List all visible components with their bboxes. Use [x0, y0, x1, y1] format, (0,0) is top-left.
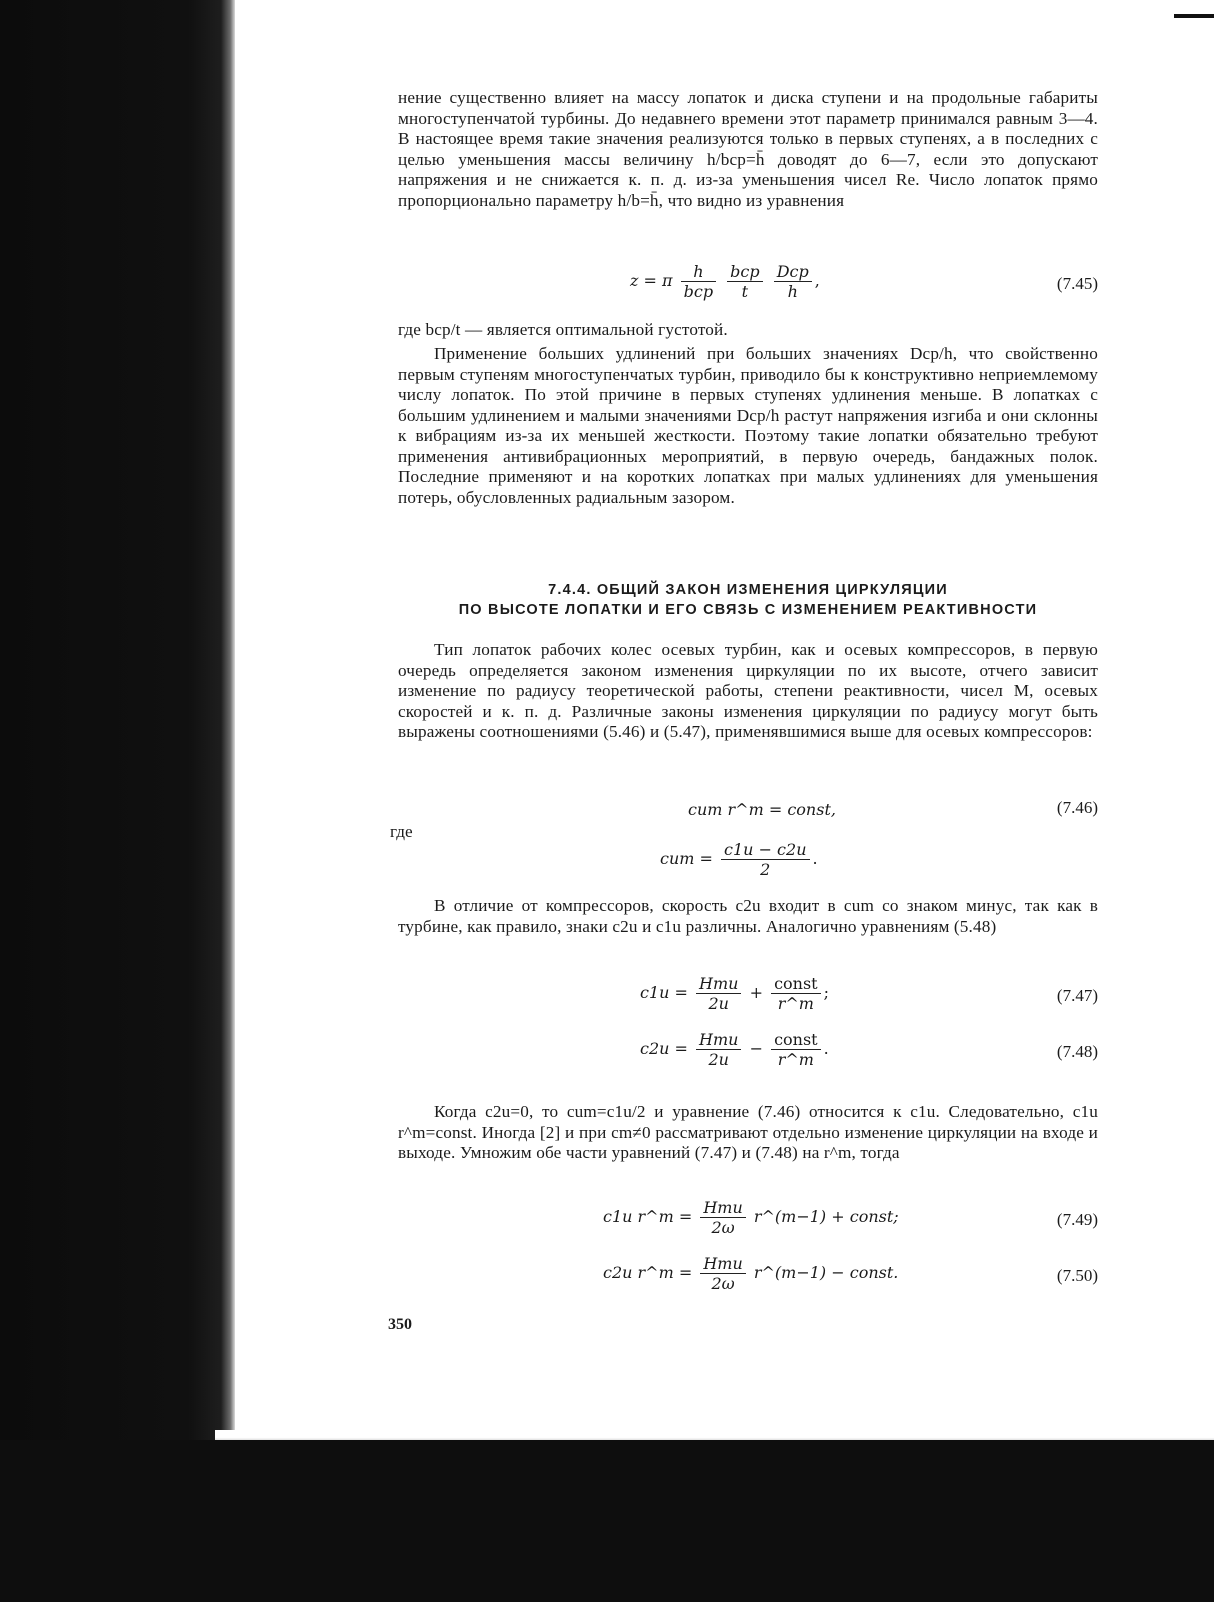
eq750-num: Hтu [700, 1254, 745, 1274]
equation-number-7-48: (7.48) [1056, 1042, 1098, 1061]
eq749-num: Hтu [700, 1198, 745, 1218]
scanner-shadow-bottom [0, 1440, 1214, 1602]
paragraph-5: В отличие от компрессоров, скорость c2u входит в cum со знаком минус, так как в турбине, как правило, знаки c2u и c1u различны. Аналогично уравнениям (5.48) [398, 896, 1098, 936]
corner-mark [1174, 14, 1214, 18]
equation-7-46-formula: cum r^m = const, [688, 800, 836, 819]
eq748-frac-1 [696, 1030, 741, 1069]
equation-cum [398, 840, 1098, 886]
eq745-f2-den: t [741, 282, 749, 301]
eq747-tail: ; [823, 983, 829, 1002]
scanner-shadow-left [0, 0, 235, 1602]
eq745-tail: , [814, 271, 820, 290]
paragraph-3: Применение больших удлинений при больших значениях Dср/h, что свойственно первым ступеням многоступенчатых турбин, приводило бы к конструктивно неприемлемому числу лопаток. По этой причине в первых ступенях удлинения меньше. В лопатках с большим удлинением и малыми значениями Dср/h растут напряжения изгиба и они склонны к вибрациям из-за их меньшей жесткости. Поэтому такие лопатки обязательно требуют применения антивибрационных мероприятий, в первую очередь, бандажных полок. Последние применяют и на коротких лопатках при малых удлинениях для уменьшения потерь, обусловленных радиальным зазором. [398, 344, 1098, 507]
equation-7-46 [398, 796, 1098, 826]
equation-number-7-47: (7.47) [1056, 986, 1098, 1005]
eq745-f3-den: h [787, 282, 798, 301]
equation-7-45 [398, 258, 1098, 314]
eq-cum-den: 2 [760, 860, 771, 879]
eq-cum-lhs: cum = [660, 849, 713, 868]
eq748-tail: . [823, 1039, 829, 1058]
eq747-lhs: c1u = [640, 983, 688, 1002]
equation-7-50 [398, 1254, 1098, 1304]
paragraph-4: Тип лопаток рабочих колес осевых турбин, как и осевых компрессоров, в первую очередь определяется законом изменения циркуляции по их высоте, отчего зависит изменение по радиусу теоретической работы, степени реактивности, чисел М, осевых скоростей и к. п. д. Различные законы изменения циркуляции по радиусу могут быть выражены соотношениями (5.46) и (5.47), применявшимися выше для осевых компрессоров: [398, 640, 1098, 741]
eq745-f1-den: bср [683, 282, 714, 301]
eq748-f1-den: 2u [708, 1050, 729, 1069]
eq-cum-tail: . [812, 849, 818, 868]
eq745-frac-3 [774, 262, 812, 301]
eq750-lhs: c2u r^m = [603, 1263, 693, 1282]
equation-7-48-formula [640, 1030, 829, 1069]
eq747-frac-1 [696, 974, 741, 1013]
eq745-f3-num: Dср [774, 262, 812, 282]
paragraph-1: нение существенно влияет на массу лопаток и диска ступени и на продольные габариты многоступенчатой турбины. До недавнего времени этот параметр принимался равным 3—4. В настоящее время такие значения реализуются только в первых ступенях, а в последних с целью уменьшения массы величину h/bср=h̄ доводят до 6—7, если это допускают напряжения и не снижается к. п. д. из-за уменьшения чисел Re. Число лопаток прямо пропорционально параметру h/b=h̄, что видно из уравнения [398, 88, 1098, 210]
paragraph-2: где bср/t — является оптимальной густотой. [398, 320, 728, 339]
equation-number-7-49: (7.49) [1056, 1210, 1098, 1229]
eq-cum-num: c1u − c2u [721, 840, 809, 860]
eq749-frac [700, 1198, 745, 1237]
eq748-f2-den: r^m [777, 1050, 814, 1069]
eq745-f2-num: bср [727, 262, 762, 282]
eq747-f2-num: const [771, 974, 821, 994]
equation-7-48 [398, 1030, 1098, 1080]
equation-7-47-formula [640, 974, 829, 1013]
equation-7-47 [398, 974, 1098, 1024]
section-heading-line-1: 7.4.4. ОБЩИЙ ЗАКОН ИЗМЕНЕНИЯ ЦИРКУЛЯЦИИ [548, 582, 948, 598]
eq745-frac-1 [681, 262, 716, 301]
paragraph-6: Когда c2u=0, то cum=c1u/2 и уравнение (7.46) относится к c1u. Следовательно, c1u r^m=const. Иногда [2] и при cm≠0 рассматривают отдельно изменение циркуляции на входе и выходе. Умножим обе части уравнений (7.47) и (7.48) на r^m, тогда [398, 1102, 1098, 1162]
equation-7-50-formula [603, 1254, 898, 1293]
eq745-frac-2 [727, 262, 762, 301]
eq750-frac [700, 1254, 745, 1293]
section-heading-line-2: ПО ВЫСОТЕ ЛОПАТКИ И ЕГО СВЯЗЬ С ИЗМЕНЕНИЕМ РЕАКТИВНОСТИ [458, 602, 1038, 618]
equation-number-7-45: (7.45) [1056, 274, 1098, 293]
eq747-op: + [749, 983, 763, 1002]
eq747-f2-den: r^m [777, 994, 814, 1013]
eq750-rhs: r^(m−1) − const. [753, 1263, 899, 1282]
equation-7-49 [398, 1198, 1098, 1248]
eq750-den: 2ω [711, 1274, 735, 1293]
equation-number-7-50: (7.50) [1056, 1266, 1098, 1285]
equation-number-7-46: (7.46) [1056, 798, 1098, 817]
eq748-f1-num: Hтu [696, 1030, 741, 1050]
eq747-f1-den: 2u [708, 994, 729, 1013]
equation-7-45-formula [630, 262, 820, 301]
equation-7-49-formula [603, 1198, 899, 1237]
eq749-den: 2ω [711, 1218, 735, 1237]
page-number: 350 [388, 1316, 412, 1333]
eq-cum-frac [721, 840, 809, 879]
eq749-rhs: r^(m−1) + const; [753, 1207, 899, 1226]
eq748-frac-2 [771, 1030, 821, 1069]
label-gde: где [390, 822, 413, 841]
eq748-op: − [749, 1039, 763, 1058]
eq745-lhs: z = π [630, 271, 673, 290]
eq747-frac-2 [771, 974, 821, 1013]
eq748-lhs: c2u = [640, 1039, 688, 1058]
equation-cum-formula [660, 840, 818, 879]
eq749-lhs: c1u r^m = [603, 1207, 693, 1226]
eq745-f1-num: h [681, 262, 716, 282]
eq748-f2-num: const [771, 1030, 821, 1050]
eq747-f1-num: Hтu [696, 974, 741, 994]
